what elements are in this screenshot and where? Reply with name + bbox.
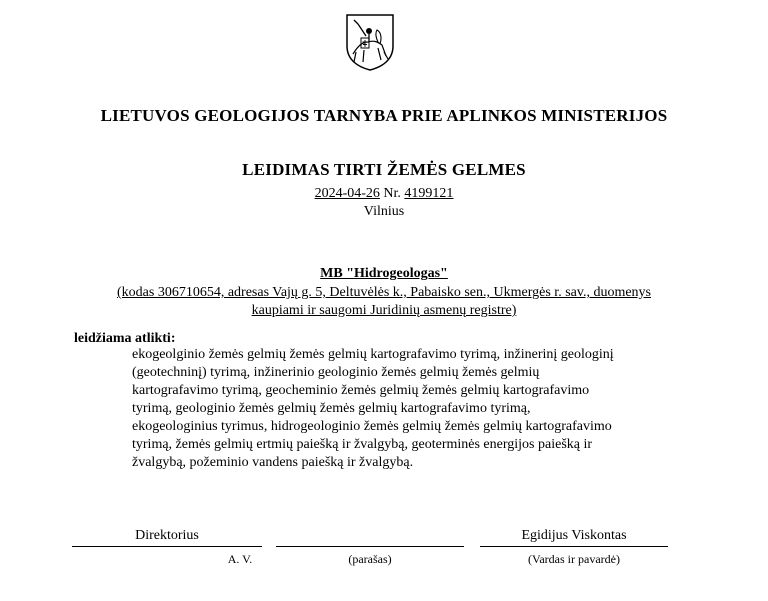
activity-line: žvalgybą, požeminio vandens paiešką ir žvalgybą. xyxy=(132,455,414,470)
activity-line: kartografavimo tyrimą, geocheminio žemės gelmių žemės gelmių kartografavimo xyxy=(132,383,590,398)
issue-date: 2024-04-26 xyxy=(314,186,380,201)
company-name: MB "Hidrogeologas" xyxy=(320,266,448,281)
position-line xyxy=(72,546,262,547)
activity-line: (geotechninį) tyrimą, inžinerinio geologinio žemės gelmių žemės gelmių xyxy=(132,365,540,380)
company-details xyxy=(0,284,768,320)
signature-line xyxy=(276,546,464,547)
document-title: LEIDIMAS TIRTI ŽEMĖS GELMES xyxy=(242,160,526,179)
name-line xyxy=(480,546,668,547)
coat-of-arms-icon xyxy=(344,12,396,72)
number-label: Nr. xyxy=(383,186,401,201)
stamp-caption: A. V. xyxy=(227,552,253,566)
activity-line: ekogeolginio žemės gelmių žemės gelmių kartografavimo tyrimą, inžinerinį geologinį xyxy=(132,347,614,362)
signature-caption: (parašas) xyxy=(348,552,392,566)
permitted-activities xyxy=(132,346,692,472)
permitted-label: leidžiama atlikti: xyxy=(74,331,176,346)
organization-name: LIETUVOS GEOLOGIJOS TARNYBA PRIE APLINKOS MINISTERIJOS xyxy=(100,106,668,125)
signer-position: Direktorius xyxy=(135,528,199,543)
activity-line: tyrimą, žemės gelmių ertmių paiešką ir žvalgybą, geoterminės energijos paiešką ir xyxy=(132,437,593,452)
permit-number: 4199121 xyxy=(404,186,454,201)
name-caption: (Vardas ir pavardė) xyxy=(528,552,620,566)
signer-name: Egidijus Viskontas xyxy=(521,528,627,543)
date-number-line xyxy=(0,186,768,202)
company-details-line: (kodas 306710654, adresas Vajų g. 5, Deltuvėlės k., Pabaisko sen., Ukmergės r. sav., duomenys xyxy=(117,285,651,300)
company-details-line: kaupiami ir saugomi Juridinių asmenų registre) xyxy=(251,303,517,318)
issue-city: Vilnius xyxy=(363,204,405,219)
activity-line: ekogeologinius tyrimus, hidrogeologinio žemės gelmių žemės gelmių kartografavimo xyxy=(132,419,612,434)
activity-line: tyrimą, geologinio žemės gelmių žemės gelmių kartografavimo tyrimą, xyxy=(132,401,531,416)
